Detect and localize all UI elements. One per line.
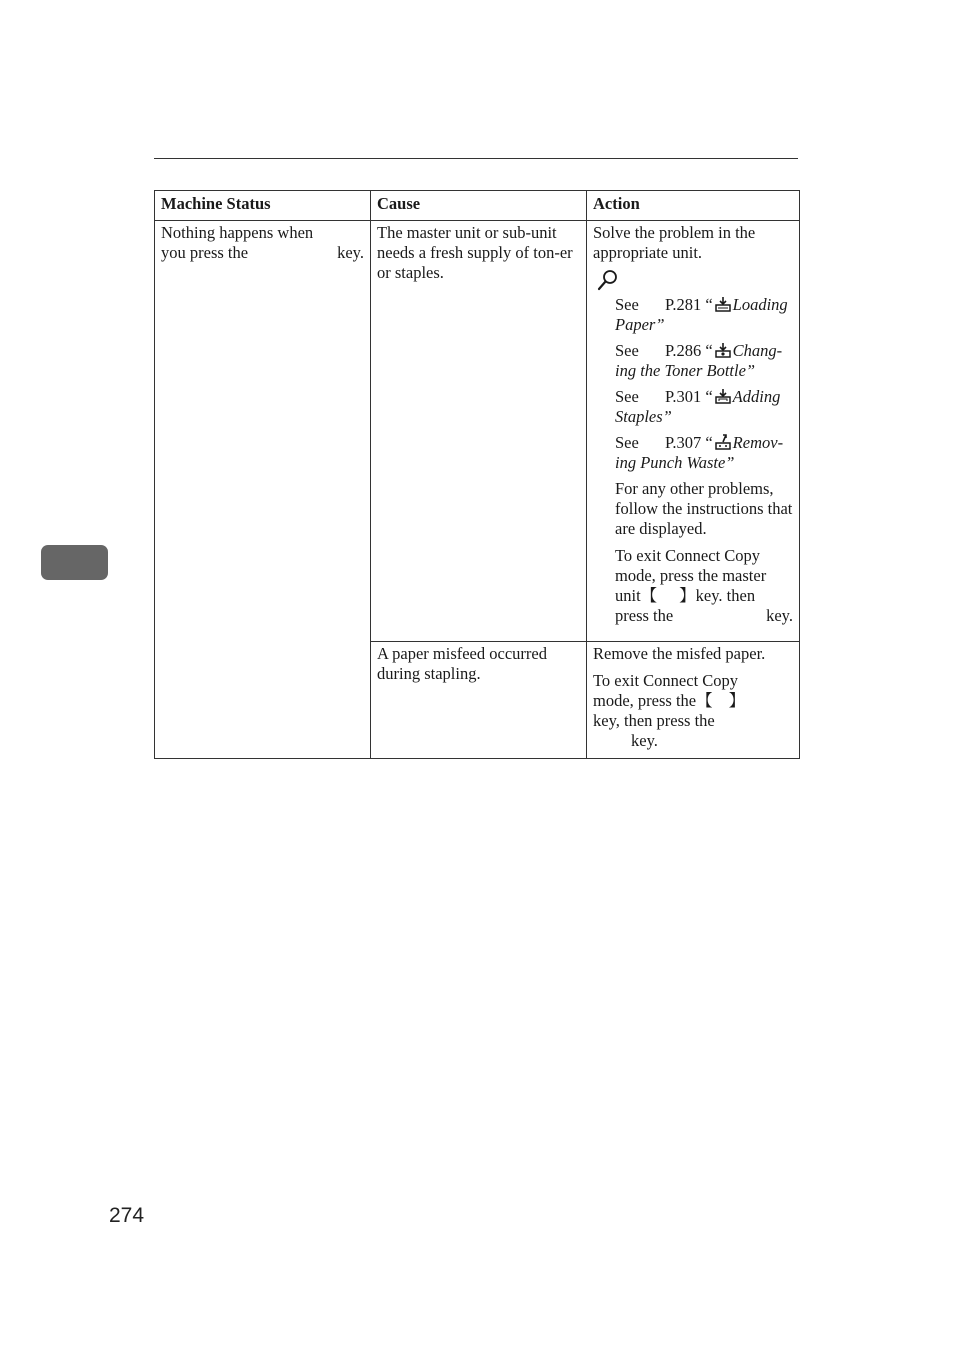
reference-magnifier-icon [597, 269, 619, 291]
reference-page: P.301 “ [665, 387, 713, 406]
reference-item[interactable] [615, 295, 793, 335]
see-label: See [615, 387, 639, 406]
status-line-2-start: you press the [161, 243, 249, 262]
reference-page: P.281 “ [665, 295, 713, 314]
other-problems-note: For any other problems, follow the instructions that are displayed. [615, 479, 793, 538]
exit-note-1 [615, 546, 793, 626]
exit-line-2: mode, press the master [615, 566, 767, 585]
remove-misfed-note: Remove the misfed paper. [593, 644, 766, 663]
exit2-line-4: key. [631, 731, 658, 750]
header-rule [154, 158, 798, 159]
troubleshooting-table [154, 190, 800, 759]
key-bracket-close: 】 [679, 586, 696, 605]
punch-waste-icon [714, 434, 732, 450]
status-line-1: Nothing happens when [161, 223, 314, 242]
see-label: See [615, 341, 639, 360]
reference-item[interactable] [615, 341, 793, 381]
status-line-2 [161, 243, 364, 263]
cause-cell-1 [371, 221, 587, 642]
action-intro: Solve the problem in the appropriate unit. [593, 223, 756, 262]
reference-title-b: ing Punch Waste” [615, 453, 735, 472]
cause-text-1: The master unit or sub-unit needs a fresh supply of ton-er or staples. [377, 223, 573, 282]
header-action: Action [587, 191, 800, 221]
reference-item[interactable] [615, 433, 793, 473]
table-header-row [155, 191, 800, 221]
exit-line-4-end: key. [766, 606, 793, 625]
exit-line-3-start: unit [615, 586, 641, 605]
reference-title-b: ing the Toner Bottle” [615, 361, 756, 380]
exit-line-3-end: key. then [695, 586, 756, 605]
cause-cell-2 [371, 642, 587, 759]
load-paper-icon [714, 296, 732, 312]
reference-page: P.307 “ [665, 433, 713, 452]
see-label: See [615, 433, 639, 452]
reference-title-a: Loading [732, 295, 788, 314]
exit-line-3 [615, 586, 793, 606]
chapter-tab [41, 545, 108, 580]
key-bracket-open: 【 [696, 691, 713, 710]
exit2-line-2-start: mode, press the [593, 691, 697, 710]
header-machine-status: Machine Status [155, 191, 371, 221]
exit2-line-3: key, then press the [593, 711, 715, 730]
see-label: See [615, 295, 639, 314]
reference-title-b: Staples” [615, 407, 672, 426]
reference-title-a: Adding [732, 387, 781, 406]
page-number: 274 [109, 1204, 145, 1227]
exit2-line-2 [593, 691, 793, 711]
reference-title-b: Paper” [615, 315, 665, 334]
exit-line-1: To exit Connect Copy [615, 546, 761, 565]
machine-status-cell [155, 221, 371, 759]
reference-item[interactable] [615, 387, 793, 427]
header-cause: Cause [371, 191, 587, 221]
exit-line-4 [615, 606, 793, 626]
reference-title-a: Chang- [732, 341, 783, 360]
status-line-2-end: key. [337, 243, 364, 262]
cause-text-2: A paper misfeed occurred during stapling. [377, 644, 547, 683]
reference-title-a: Remov- [732, 433, 784, 452]
reference-page: P.286 “ [665, 341, 713, 360]
table-row [155, 221, 800, 642]
action-cell-2 [587, 642, 800, 759]
key-bracket-close: 】 [728, 691, 746, 710]
toner-icon [714, 342, 732, 358]
key-bracket-open: 【 [640, 586, 658, 605]
action-cell-1 [587, 221, 800, 642]
staple-icon [714, 388, 732, 404]
exit2-line-1: To exit Connect Copy [593, 671, 739, 690]
exit-note-2 [593, 671, 793, 751]
exit-line-4-start: press the [615, 606, 674, 625]
reference-list [615, 295, 793, 626]
